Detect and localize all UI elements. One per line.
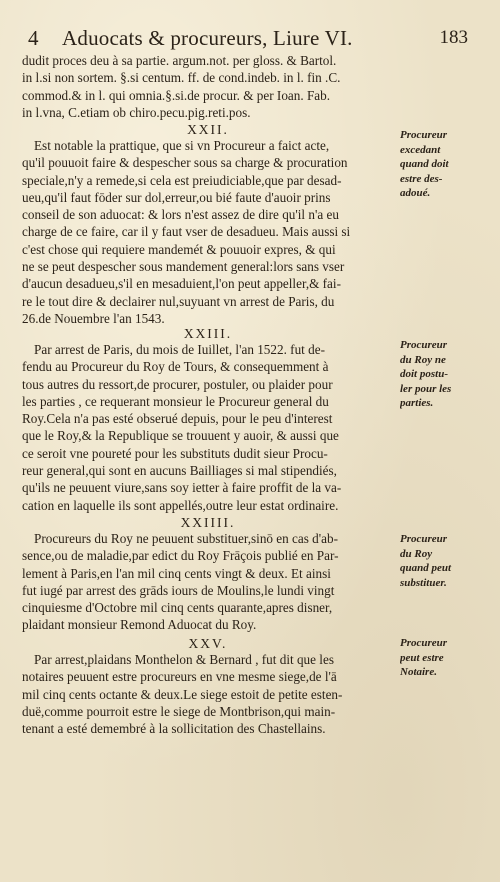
section-paragraph <box>22 651 394 737</box>
margin-line: ler pour les <box>400 382 452 395</box>
intro-paragraph <box>22 52 394 121</box>
text-line: re le tout dire & declairer nul,suyuant vn arrest de Paris, du <box>22 293 335 309</box>
text-line: in l.vna, C.etiam ob chiro.pecu.pig.reti.pos. <box>22 104 251 120</box>
text-line: ueu,qu'il faut fōder sur dol,erreur,ou bié faute d'auoir prins <box>22 189 331 205</box>
text-line: fendu au Procureur du Roy de Tours, & consequemment à <box>22 359 329 375</box>
text-line: Roy.Cela n'a pas esté obserué depuis, pour le peu d'interest <box>22 411 333 427</box>
text-line: fut iugé par arrest des grāds iours de Moulins,le lundi vingt <box>22 582 335 598</box>
section-heading: XXV. <box>188 636 228 651</box>
text-line: dudit proces deu à sa partie. argum.not. per gloss. & Bartol. <box>22 53 337 68</box>
text-line: in l.si non sortem. §.si centum. ff. de cond.indeb. in l. fin .C. <box>22 70 341 86</box>
text-line: notaires peuuent estre procureurs en vne mesme siege,de l'ā <box>22 669 337 685</box>
running-title: Aduocats & procureurs, Liure VI. <box>62 26 353 50</box>
text-line: mil cinq cents octante & deux.Le siege estoit de petite esten- <box>22 686 343 702</box>
margin-line: du Roy <box>400 547 433 560</box>
margin-note <box>400 636 492 680</box>
text-line: ne se peut despescher sous mandement general:lors sans vser <box>22 259 345 275</box>
text-line: d'aucun desadueu,s'il en mesaduient,l'on peut appeller,& fai- <box>22 276 341 292</box>
margin-note <box>400 128 492 201</box>
text-line: que le Roy,& la Republique se trouuent y auoir, & aussi que <box>22 428 339 444</box>
text-line: Procureurs du Roy ne peuuent substituer,sinō en cas d'ab- <box>34 531 338 546</box>
margin-line: parties. <box>400 397 434 409</box>
text-line: Par arrest,plaidans Monthelon & Bernard , fut dit que les <box>34 652 334 667</box>
margin-line: Notaire. <box>400 666 437 678</box>
running-head <box>28 24 468 52</box>
text-line: sence,ou de maladie,par edict du Roy Frāçois publié en Par- <box>22 548 339 564</box>
margin-line: Procureur <box>400 339 448 351</box>
page-number: 4 <box>28 26 39 50</box>
section-paragraph <box>22 341 394 514</box>
margin-line: Procureur <box>400 637 448 649</box>
text-line: plaidant monsieur Remond Aduocat du Roy. <box>22 617 257 633</box>
text-line: conseil de son aduocat: & lors n'est assez de dire qu'il n'a eu <box>22 207 339 223</box>
margin-note <box>400 338 492 411</box>
margin-line: Procureur <box>400 129 448 141</box>
section-paragraph <box>22 530 394 634</box>
text-line: cation en laquelle ils sont appellés,outre leur estat ordinaire. <box>22 497 339 513</box>
signature-mark: 183 <box>439 27 468 48</box>
section-paragraph <box>22 137 394 327</box>
text-line: qu'il pouuoit faire & despescher sous sa charge & procuration <box>22 155 348 171</box>
margin-line: quand peut <box>400 562 452 574</box>
text-line: les parties , ce requerant monsieur le Procureur general du <box>22 393 329 409</box>
text-line: commod.& in l. qui omnia.§.si.de procur. & per Ioan. Fab. <box>22 87 331 103</box>
text-line: ce seroit vne poureté pour les substituts dudit sieur Procu- <box>22 445 328 461</box>
text-line: Est notable la prattique, que si vn Procureur a faict acte, <box>34 138 330 153</box>
section-heading: XXIIII. <box>180 515 236 530</box>
margin-line: peut estre <box>400 651 444 664</box>
text-line: duë,comme pourroit estre le siege de Montbrison,qui main- <box>22 703 336 719</box>
margin-line: quand doit <box>400 158 449 170</box>
margin-line: excedant <box>400 143 441 156</box>
text-line: lement à Paris,en l'an mil cinq cents vingt & deux. Et ainsi <box>22 565 331 581</box>
margin-note <box>400 532 492 590</box>
text-line: speciale,n'y a remede,si cela est preiudiciable,que par desad- <box>22 172 342 188</box>
margin-line: estre des- <box>400 172 443 185</box>
text-line: c'est chose qui requiere mandemét & pouuoir expres, & qui <box>22 241 336 257</box>
margin-line: du Roy ne <box>400 353 446 366</box>
margin-line: doit postu- <box>400 368 448 380</box>
margin-line: Procureur <box>400 533 448 545</box>
text-line: reur general,qui sont en aucuns Bailliages si mal stipendiés, <box>22 463 337 479</box>
text-line: Par arrest de Paris, du mois de Iuillet, l'an 1522. fut de- <box>34 342 325 357</box>
text-line: qu'ils ne peuuent viure,sans soy ietter à faire proffit de la va- <box>22 480 342 496</box>
text-line: 26.de Nouembre l'an 1543. <box>22 310 165 326</box>
margin-line: substituer. <box>400 576 447 589</box>
text-line: cinquiesme d'Octobre mil cinq cents quarante,apres disner, <box>22 600 333 616</box>
text-line: tenant a esté demembré à la sollicitation des Chastellains. <box>22 721 326 737</box>
text-line: charge de ce faire, car il y faut vser de desadueu. Mais aussi si <box>22 224 351 240</box>
margin-line: adoué. <box>400 187 431 199</box>
section-heading: XXII. <box>187 122 229 137</box>
text-line: tous autres du ressort,de procurer, postuler, ou plaider pour <box>22 376 333 392</box>
section-heading: XXIII. <box>183 326 233 341</box>
